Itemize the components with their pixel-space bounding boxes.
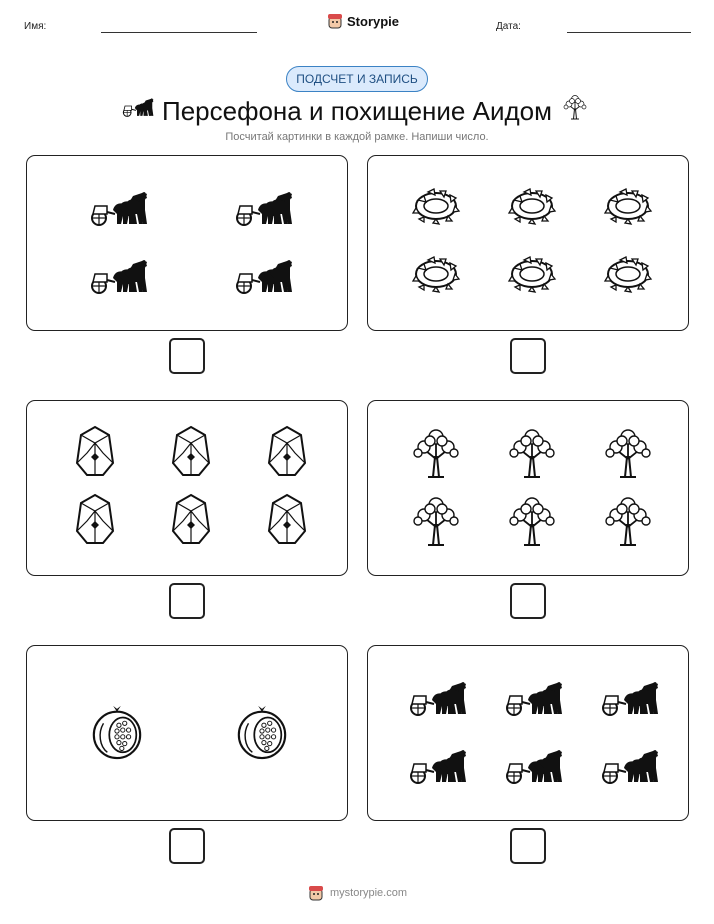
wreath-icon [406, 246, 466, 302]
crystal-icon [65, 423, 125, 479]
crystal-icon [161, 423, 221, 479]
tree-icon [406, 491, 466, 547]
tree-icon [598, 491, 658, 547]
brand-name: Storypie [347, 13, 400, 29]
counting-panel [26, 400, 348, 576]
name-label: Имя: [24, 21, 47, 32]
instructions: Посчитай картинки в каждой рамке. Напиши число. [225, 131, 489, 143]
date-label: Дата: [496, 21, 521, 32]
counting-panel [26, 155, 348, 331]
answer-box[interactable] [169, 338, 205, 374]
counting-panel [367, 645, 689, 821]
tree-icon [502, 491, 562, 547]
footer-url[interactable]: mystorypie.com [329, 887, 408, 899]
wreath-icon [598, 246, 658, 302]
pomegranate-icon [87, 704, 147, 760]
wreath-icon [406, 178, 466, 234]
chariot-icon [502, 668, 562, 724]
chariot-icon [406, 736, 466, 792]
tree-icon [502, 423, 562, 479]
chariot-icon [87, 246, 147, 302]
crystal-icon [161, 491, 221, 547]
answer-box[interactable] [510, 828, 546, 864]
chariot-icon [232, 246, 292, 302]
answer-box[interactable] [510, 338, 546, 374]
counting-panel [26, 645, 348, 821]
crystal-icon [257, 423, 317, 479]
chariot-icon [598, 736, 658, 792]
brand-logo [326, 12, 399, 30]
chariot-icon [598, 668, 658, 724]
date-line[interactable] [567, 32, 691, 33]
crystal-icon [65, 491, 125, 547]
crystal-icon [257, 491, 317, 547]
tree-icon [598, 423, 658, 479]
activity-badge: ПОДСЧЕТ И ЗАПИСЬ [286, 66, 428, 92]
counting-panel [367, 155, 689, 331]
answer-box[interactable] [169, 828, 205, 864]
wreath-icon [502, 246, 562, 302]
tree-icon [406, 423, 466, 479]
chariot-icon [87, 178, 147, 234]
mascot-icon [326, 12, 344, 30]
tree-icon [560, 90, 590, 122]
page-title: Персефона и похищение Аидом [162, 96, 552, 126]
answer-box[interactable] [510, 583, 546, 619]
chariot-icon [232, 178, 292, 234]
wreath-icon [598, 178, 658, 234]
pomegranate-icon [232, 704, 292, 760]
mascot-icon [307, 884, 325, 902]
footer [0, 884, 714, 902]
chariot-icon [406, 668, 466, 724]
counting-panel [367, 400, 689, 576]
name-line[interactable] [101, 32, 257, 33]
wreath-icon [502, 178, 562, 234]
chariot-icon [502, 736, 562, 792]
answer-box[interactable] [169, 583, 205, 619]
